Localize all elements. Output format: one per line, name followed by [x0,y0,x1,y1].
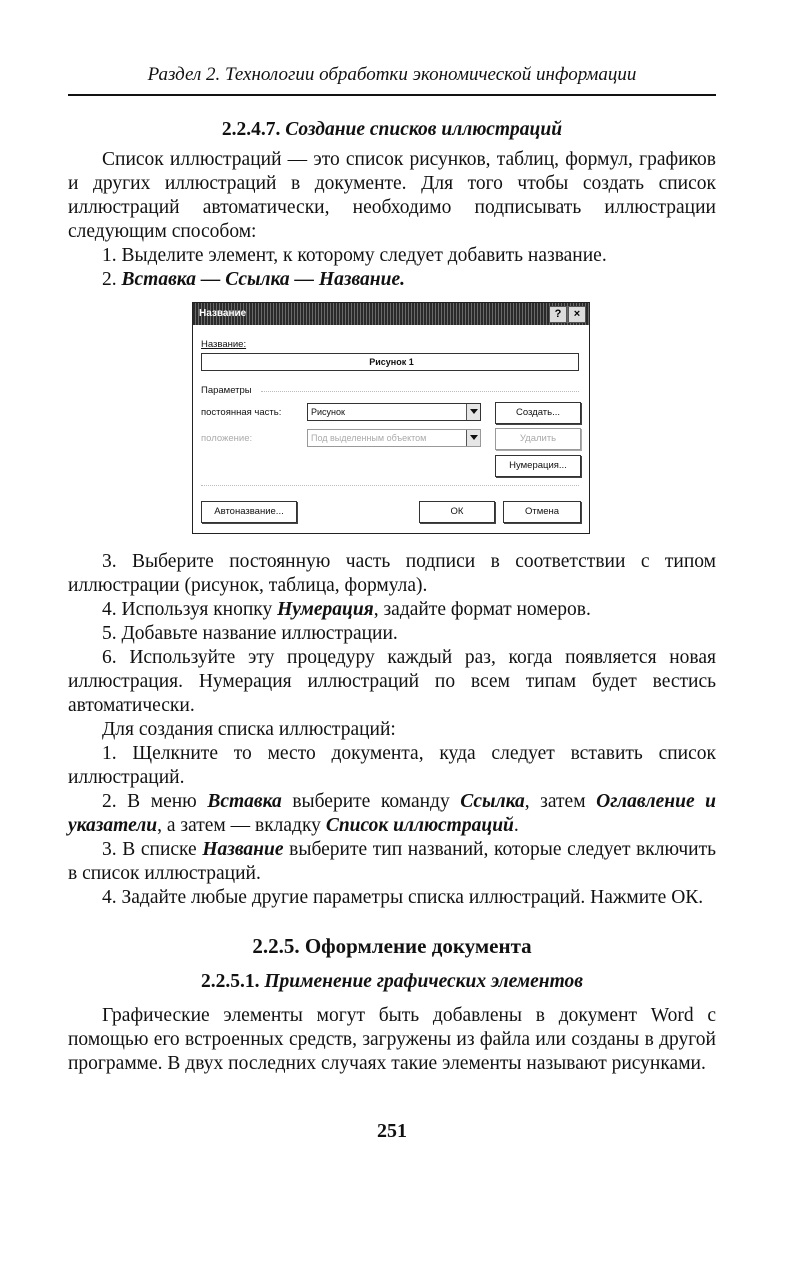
chevron-down-icon[interactable] [466,430,480,446]
help-button[interactable]: ? [549,306,567,323]
list-step-2-a: 2. В меню [102,791,208,812]
dialog-title: Название [199,308,247,319]
step-2 [68,268,716,292]
list-step-3 [68,838,716,886]
parameters-label: Параметры [201,385,252,396]
chevron-down-icon[interactable] [466,404,480,420]
list-step-2-i: . [513,815,519,836]
create-button[interactable]: Создать... [495,402,581,424]
section-2-2-5-1-heading [68,970,716,994]
page-number: 251 [377,1120,407,1142]
section-2-2-5 [68,934,716,1076]
step-5: 5. Добавьте название иллюстрации. [102,623,398,644]
graphics-paragraph: Графические элементы могут быть добавлены в документ Word с помощью его встроенных средств, загружены из файла или созданы в другой программе. В двух последних случаях такие элементы называют рисунками. [68,1005,716,1074]
step-1: 1. Выделите элемент, к которому следует добавить название. [102,245,607,266]
header-rule [68,94,716,96]
list-step-2-g: , а затем — вкладку [157,815,326,836]
step-4-numbering: Нумерация [277,599,374,620]
intro-paragraph: Список иллюстраций — это список рисунков, таблиц, формул, графиков и других иллюстраций в документе. Для того чтобы создать список иллюстраций автоматически, необходимо подписывать иллюстрации следующим способом: [68,149,716,242]
step-4-suffix: , задайте формат номеров. [373,599,591,620]
list-step-2-reference: Ссылка [460,791,525,812]
caption-label: Название: [201,339,247,350]
list-step-1: 1. Щелкните то место документа, куда следует вставить список иллюстраций. [68,743,716,788]
running-header: Раздел 2. Технологии обработки экономической информации [147,64,637,85]
list-step-2-e: , затем [524,791,597,812]
cancel-button[interactable]: Отмена [503,501,581,523]
sub-heading-number: 2.2.5.1. [201,971,260,992]
list-step-2 [68,790,716,838]
dialog-titlebar [193,303,589,325]
step-3: 3. Выберите постоянную часть подписи в соответствии с типом иллюстрации (рисунок, таблица, формула). [68,551,716,596]
constant-part-value: Рисунок [311,407,345,417]
step-4-prefix: 4. Используя кнопку [102,599,278,620]
list-step-2-c: выберите команду [281,791,461,812]
close-button[interactable]: × [568,306,586,323]
caption-dialog [192,302,590,534]
delete-button[interactable]: Удалить [495,428,581,450]
position-select[interactable] [307,429,481,447]
heading-title: Создание списков иллюстраций [285,119,563,140]
section-heading [68,118,716,142]
sub-heading-title: Применение графических элементов [264,971,583,992]
bottom-group-line [201,485,579,486]
heading-number: 2.2.4.7. [221,119,281,140]
section-2-2-4-7 [68,118,716,292]
step-4 [68,598,716,622]
list-step-3-a: 3. В списке [102,839,203,860]
steps-after-dialog [68,550,716,910]
position-label: положение: [201,433,253,444]
constant-part-label: постоянная часть: [201,407,282,418]
step-2-prefix: 2. [102,269,122,290]
step-2-menu-path: Вставка — Ссылка — Название. [121,269,405,290]
autocaption-button[interactable]: Автоназвание... [201,501,297,523]
list-step-3-caption: Название [202,839,284,860]
numbering-button[interactable]: Нумерация... [495,455,581,477]
position-value: Под выделенным объектом [311,433,427,443]
list-step-2-list-tab: Список иллюстраций [325,815,514,836]
ok-button[interactable]: ОК [419,501,495,523]
list-step-3-c: выберите тип названий, которые следует включить в список иллюстраций. [68,839,716,884]
caption-input-value: Рисунок 1 [369,357,414,367]
constant-part-select[interactable] [307,403,481,421]
parameters-group-line [261,391,579,392]
list-creation-intro: Для создания списка иллюстраций: [102,719,396,740]
section-2-2-5-heading: 2.2.5. Оформление документа [252,934,532,958]
list-step-4: 4. Задайте любые другие параметры списка иллюстраций. Нажмите ОК. [102,887,704,908]
caption-input[interactable] [201,353,579,371]
list-step-2-insert: Вставка [207,791,282,812]
list-step-2-toc: Оглавление и указатели [68,791,717,836]
step-6: 6. Используйте эту процедуру каждый раз, когда появляется новая иллюстрация. Нумерация иллюстраций по всем типам будет вестись автоматически. [68,647,716,716]
